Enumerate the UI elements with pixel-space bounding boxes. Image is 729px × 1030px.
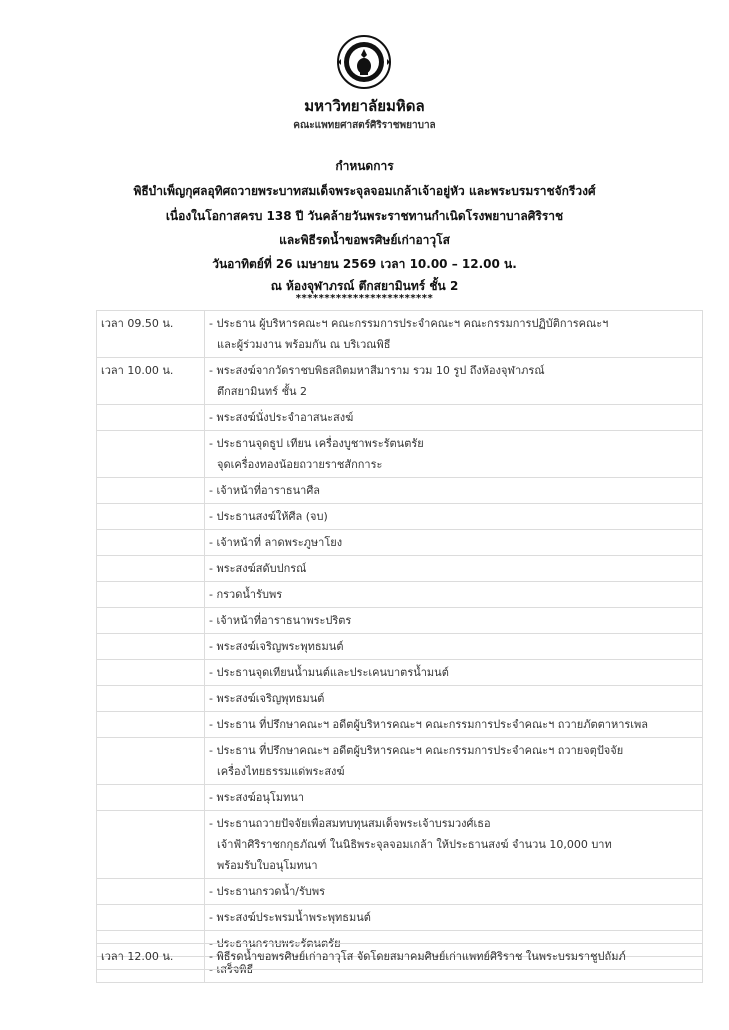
activity-line: - ประธานถวายปัจจัยเพื่อสมทบทุนสมเด็จพระเจ้าบรมวงศ์เธอ — [209, 817, 491, 830]
schedule-row — [97, 879, 703, 905]
schedule-activity — [205, 358, 703, 405]
schedule-activity — [205, 944, 703, 970]
activity-line: - ประธานจุดเทียนน้ำมนต์และประเคนบาตรน้ำมนต์ — [209, 666, 449, 679]
schedule-time — [97, 405, 205, 431]
university-name: มหาวิทยาลัยมหิดล — [304, 97, 425, 115]
schedule-row — [97, 712, 703, 738]
mahidol-university-seal-icon — [336, 34, 392, 90]
schedule-activity — [205, 556, 703, 582]
faculty-name: คณะแพทยศาสตร์ศิริราชพยาบาล — [293, 120, 436, 131]
schedule-time — [97, 879, 205, 905]
schedule-time: เวลา 10.00 น. — [97, 358, 205, 405]
schedule-activity — [205, 879, 703, 905]
schedule-row — [97, 660, 703, 686]
schedule-activity — [205, 686, 703, 712]
title-ceremony: พิธีบำเพ็ญกุศลอุทิศถวายพระบาทสมเด็จพระจุลจอมเกล้าเจ้าอยู่หัว และพระบรมราชจักรีวงศ์ — [133, 184, 596, 198]
activity-line: - พระสงฆ์สดับปกรณ์ — [209, 562, 307, 575]
activity-line: - กรวดน้ำรับพร — [209, 588, 283, 601]
activity-line: - พระสงฆ์เจริญพระพุทธมนต์ — [209, 640, 344, 653]
activity-line: - พระสงฆ์นั่งประจำอาสนะสงฆ์ — [209, 411, 354, 424]
activity-line: - พระสงฆ์เจริญพุทธมนต์ — [209, 692, 325, 705]
schedule-table-2 — [96, 943, 703, 970]
schedule-time — [97, 905, 205, 931]
schedule-row — [97, 582, 703, 608]
schedule-activity — [205, 811, 703, 879]
schedule-time — [97, 660, 205, 686]
activity-line: - ประธาน ผู้บริหารคณะฯ คณะกรรมการประจำคณะฯ คณะกรรมการปฏิบัติการคณะฯ — [209, 317, 609, 330]
title-date-time: วันอาทิตย์ที่ 26 เมษายน 2569 เวลา 10.00 – 12.00 น. — [212, 257, 517, 271]
schedule-activity — [205, 405, 703, 431]
activity-line: - ประธานสงฆ์ให้ศีล (จบ) — [209, 510, 328, 523]
schedule-row — [97, 358, 703, 405]
schedule-row — [97, 431, 703, 478]
schedule-activity — [205, 582, 703, 608]
activity-line: - ประธาน ที่ปรึกษาคณะฯ อดีตผู้บริหารคณะฯ คณะกรรมการประจำคณะฯ ถวายภัตตาหารเพล — [209, 718, 649, 731]
activity-line: พร้อมรับใบอนุโมทนา — [217, 859, 318, 872]
schedule-row — [97, 811, 703, 879]
schedule-activity — [205, 660, 703, 686]
activity-line: เครื่องไทยธรรมแด่พระสงฆ์ — [217, 765, 345, 778]
activity-line: - เสร็จพิธี — [209, 963, 254, 976]
activity-line: ตึกสยามินทร์ ชั้น 2 — [217, 385, 308, 398]
activity-line: - พระสงฆ์ประพรมน้ำพระพุทธมนต์ — [209, 911, 371, 924]
schedule-time: เวลา 09.50 น. — [97, 311, 205, 358]
title-venue: ณ ห้องจุฬาภรณ์ ตึกสยามินทร์ ชั้น 2 — [270, 279, 459, 293]
title-occasion: เนื่องในโอกาสครบ 138 ปี วันคล้ายวันพระราชทานกำเนิดโรงพยาบาลศิริราช — [165, 209, 564, 223]
schedule-time — [97, 785, 205, 811]
schedule-time — [97, 686, 205, 712]
schedule-row — [97, 738, 703, 785]
schedule-activity — [205, 738, 703, 785]
title-water-ceremony: และพิธีรดน้ำขอพรศิษย์เก่าอาวุโส — [279, 233, 450, 247]
schedule-activity — [205, 785, 703, 811]
activity-line: และผู้ร่วมงาน พร้อมกัน ณ บริเวณพิธี — [217, 338, 391, 351]
schedule-time — [97, 431, 205, 478]
schedule-time — [97, 738, 205, 785]
schedule-row — [97, 944, 703, 970]
schedule-row — [97, 905, 703, 931]
schedule-time — [97, 582, 205, 608]
schedule-activity — [205, 634, 703, 660]
schedule-row — [97, 504, 703, 530]
activity-line: - พระสงฆ์อนุโมทนา — [209, 791, 305, 804]
separator-stars: ************************ — [295, 293, 434, 304]
schedule-time — [97, 530, 205, 556]
schedule-time — [97, 712, 205, 738]
schedule-time: เวลา 12.00 น. — [97, 944, 205, 970]
activity-line: จุดเครื่องทองน้อยถวายราชสักการะ — [217, 458, 383, 471]
activity-line: - เจ้าหน้าที่ ลาดพระภูษาโยง — [209, 536, 343, 549]
schedule-activity — [205, 712, 703, 738]
schedule-row — [97, 478, 703, 504]
activity-line: - เจ้าหน้าที่อาราธนาศีล — [209, 484, 321, 497]
schedule-time — [97, 634, 205, 660]
schedule-row — [97, 530, 703, 556]
schedule-row — [97, 311, 703, 358]
activity-line: - ประธานจุดธูป เทียน เครื่องบูชาพระรัตนตรัย — [209, 437, 424, 450]
activity-line: - ประธานกรวดน้ำ/รับพร — [209, 885, 326, 898]
activity-line: - พระสงฆ์จากวัดราชบพิธสถิตมหาสีมาราม รวม 10 รูป ถึงห้องจุฬาภรณ์ — [209, 364, 545, 377]
schedule-time — [97, 504, 205, 530]
schedule-row — [97, 556, 703, 582]
activity-line: - พิธีรดน้ำขอพรศิษย์เก่าอาวุโส จัดโดยสมาคมศิษย์เก่าแพทย์ศิริราช ในพระบรมราชูปถัมภ์ — [209, 950, 626, 963]
schedule-time — [97, 478, 205, 504]
schedule-activity — [205, 530, 703, 556]
schedule-row — [97, 405, 703, 431]
schedule-row — [97, 686, 703, 712]
activity-line: - เจ้าหน้าที่อาราธนาพระปริตร — [209, 614, 352, 627]
schedule-time — [97, 556, 205, 582]
schedule-row — [97, 608, 703, 634]
schedule-time — [97, 811, 205, 879]
schedule-activity — [205, 504, 703, 530]
activity-line: - ประธาน ที่ปรึกษาคณะฯ อดีตผู้บริหารคณะฯ คณะกรรมการประจำคณะฯ ถวายจตุปัจจัย — [209, 744, 624, 757]
activity-line: เจ้าฟ้าศิริราชกกุธภัณฑ์ ในนิธิพระจุลจอมเกล้า ให้ประธานสงฆ์ จำนวน 10,000 บาท — [217, 838, 612, 851]
activity-line: - ประธานกราบพระรัตนตรัย — [209, 937, 341, 950]
title-agenda: กำหนดการ — [335, 159, 394, 173]
schedule-row — [97, 785, 703, 811]
schedule-activity — [205, 311, 703, 358]
schedule-table — [96, 310, 703, 983]
schedule-activity — [205, 905, 703, 931]
schedule-row — [97, 634, 703, 660]
schedule-activity — [205, 608, 703, 634]
schedule-time — [97, 608, 205, 634]
schedule-activity — [205, 431, 703, 478]
schedule-activity — [205, 478, 703, 504]
